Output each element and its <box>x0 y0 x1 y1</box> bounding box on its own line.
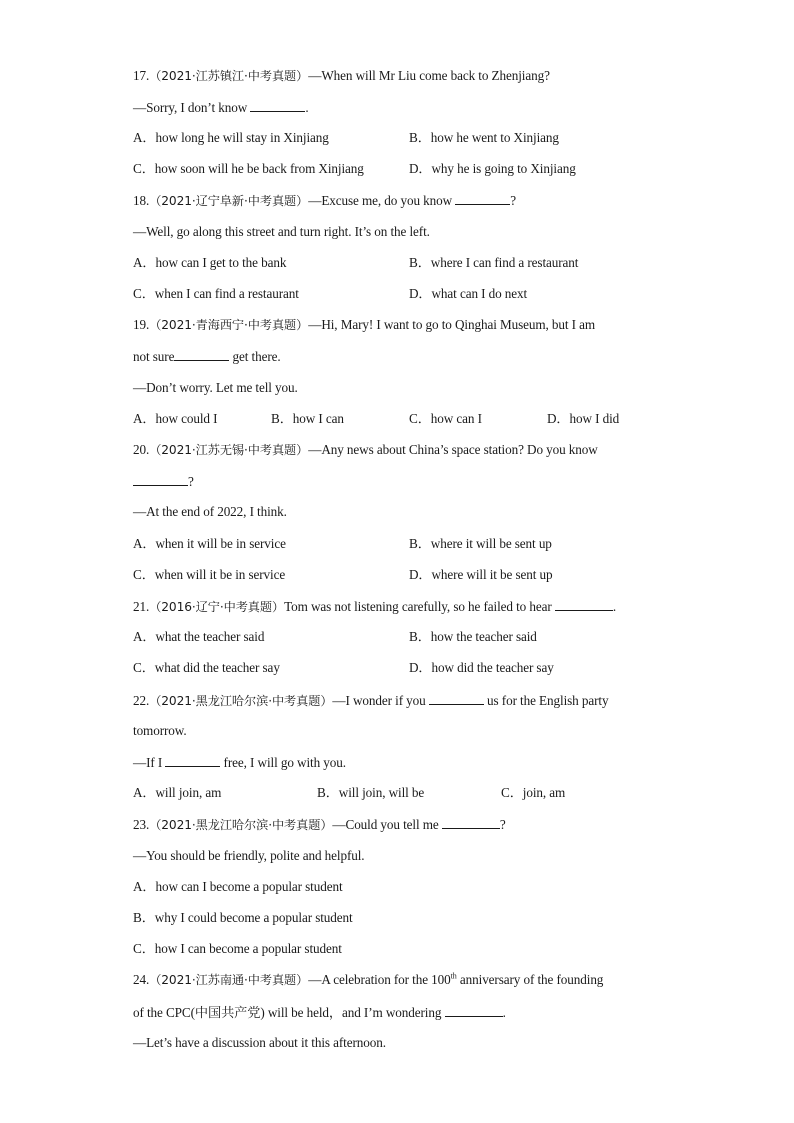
q19-stem: 19.（2021·青海西宁·中考真题）—Hi, Mary! I want to go to Qinghai Museum, but I am <box>133 317 596 332</box>
q23-option-a: A．how can I become a popular student <box>133 879 343 894</box>
q20-line3: —At the end of 2022, I think. <box>133 504 287 519</box>
q22-option-c: C．join, am <box>501 785 566 800</box>
q21-option-b: B．how the teacher said <box>409 629 537 644</box>
q24-line3: —Let’s have a discussion about it this afternoon. <box>133 1035 386 1050</box>
q23-stem: 23.（2021·黑龙江哈尔滨·中考真题）—Could you tell me ? <box>133 817 506 832</box>
answer-blank <box>133 472 188 486</box>
q18-line2: —Well, go along this street and turn right. It’s on the left. <box>133 224 430 239</box>
q19-line2: not sure get there. <box>133 349 281 364</box>
q21-option-c: C．what did the teacher say <box>133 660 280 675</box>
q22-option-a: A．will join, am <box>133 785 222 800</box>
answer-blank <box>250 98 305 112</box>
q19-option-c: C．how can I <box>409 411 482 426</box>
q22-line2: tomorrow. <box>133 723 187 738</box>
q24-line2: of the CPC(中国共产党) will be held，and I’m wondering . <box>133 1005 506 1020</box>
q20-option-a: A．when it will be in service <box>133 536 286 551</box>
q18-option-c: C．when I can find a restaurant <box>133 286 299 301</box>
q20-option-c: C．when will it be in service <box>133 567 286 582</box>
q17-option-a: A．how long he will stay in Xinjiang <box>133 130 329 145</box>
q18-option-a: A．how can I get to the bank <box>133 255 287 270</box>
q17-option-b: B．how he went to Xinjiang <box>409 130 559 145</box>
q19-option-b: B．how I can <box>271 411 344 426</box>
q19-option-d: D．how I did <box>547 411 620 426</box>
q20-option-b: B．where it will be sent up <box>409 536 552 551</box>
q21-option-d: D．how did the teacher say <box>409 660 554 675</box>
q23-option-c: C．how I can become a popular student <box>133 941 342 956</box>
q18-option-d: D．what can I do next <box>409 286 528 301</box>
q23-line2: —You should be friendly, polite and helpful. <box>133 848 365 863</box>
answer-blank <box>442 815 500 829</box>
q21-stem: 21.（2016·辽宁·中考真题）Tom was not listening carefully, so he failed to hear . <box>133 599 617 614</box>
q22-line3: —If I free, I will go with you. <box>133 755 346 770</box>
q22-option-b: B．will join, will be <box>317 785 425 800</box>
q19-line3: —Don’t worry. Let me tell you. <box>133 380 298 395</box>
answer-blank <box>445 1003 503 1017</box>
answer-blank <box>429 691 484 705</box>
q19-option-a: A．how could I <box>133 411 218 426</box>
q22-stem: 22.（2021·黑龙江哈尔滨·中考真题）—I wonder if you us for the English party <box>133 693 609 708</box>
q17-stem: 17.（2021·江苏镇江·中考真题）—When will Mr Liu come back to Zhenjiang? <box>133 68 550 83</box>
q17-option-d: D．why he is going to Xinjiang <box>409 161 576 176</box>
answer-blank <box>455 191 510 205</box>
q20-stem: 20.（2021·江苏无锡·中考真题）—Any news about China’s space station? Do you know <box>133 442 598 457</box>
q17-line2: —Sorry, I don’t know . <box>133 100 309 115</box>
q20-option-d: D．where will it be sent up <box>409 567 553 582</box>
q18-option-b: B．where I can find a restaurant <box>409 255 579 270</box>
q18-stem: 18.（2021·辽宁阜新·中考真题）—Excuse me, do you know ? <box>133 193 517 208</box>
q23-option-b: B．why I could become a popular student <box>133 910 353 925</box>
answer-blank <box>555 597 613 611</box>
q17-option-c: C．how soon will he be back from Xinjiang <box>133 161 364 176</box>
answer-blank <box>165 753 220 767</box>
q20-line2: ? <box>133 472 194 491</box>
q21-option-a: A．what the teacher said <box>133 629 265 644</box>
q24-stem: 24.（2021·江苏南通·中考真题）—A celebration for the 100th anniversary of the founding <box>133 971 604 987</box>
answer-blank <box>174 347 229 361</box>
